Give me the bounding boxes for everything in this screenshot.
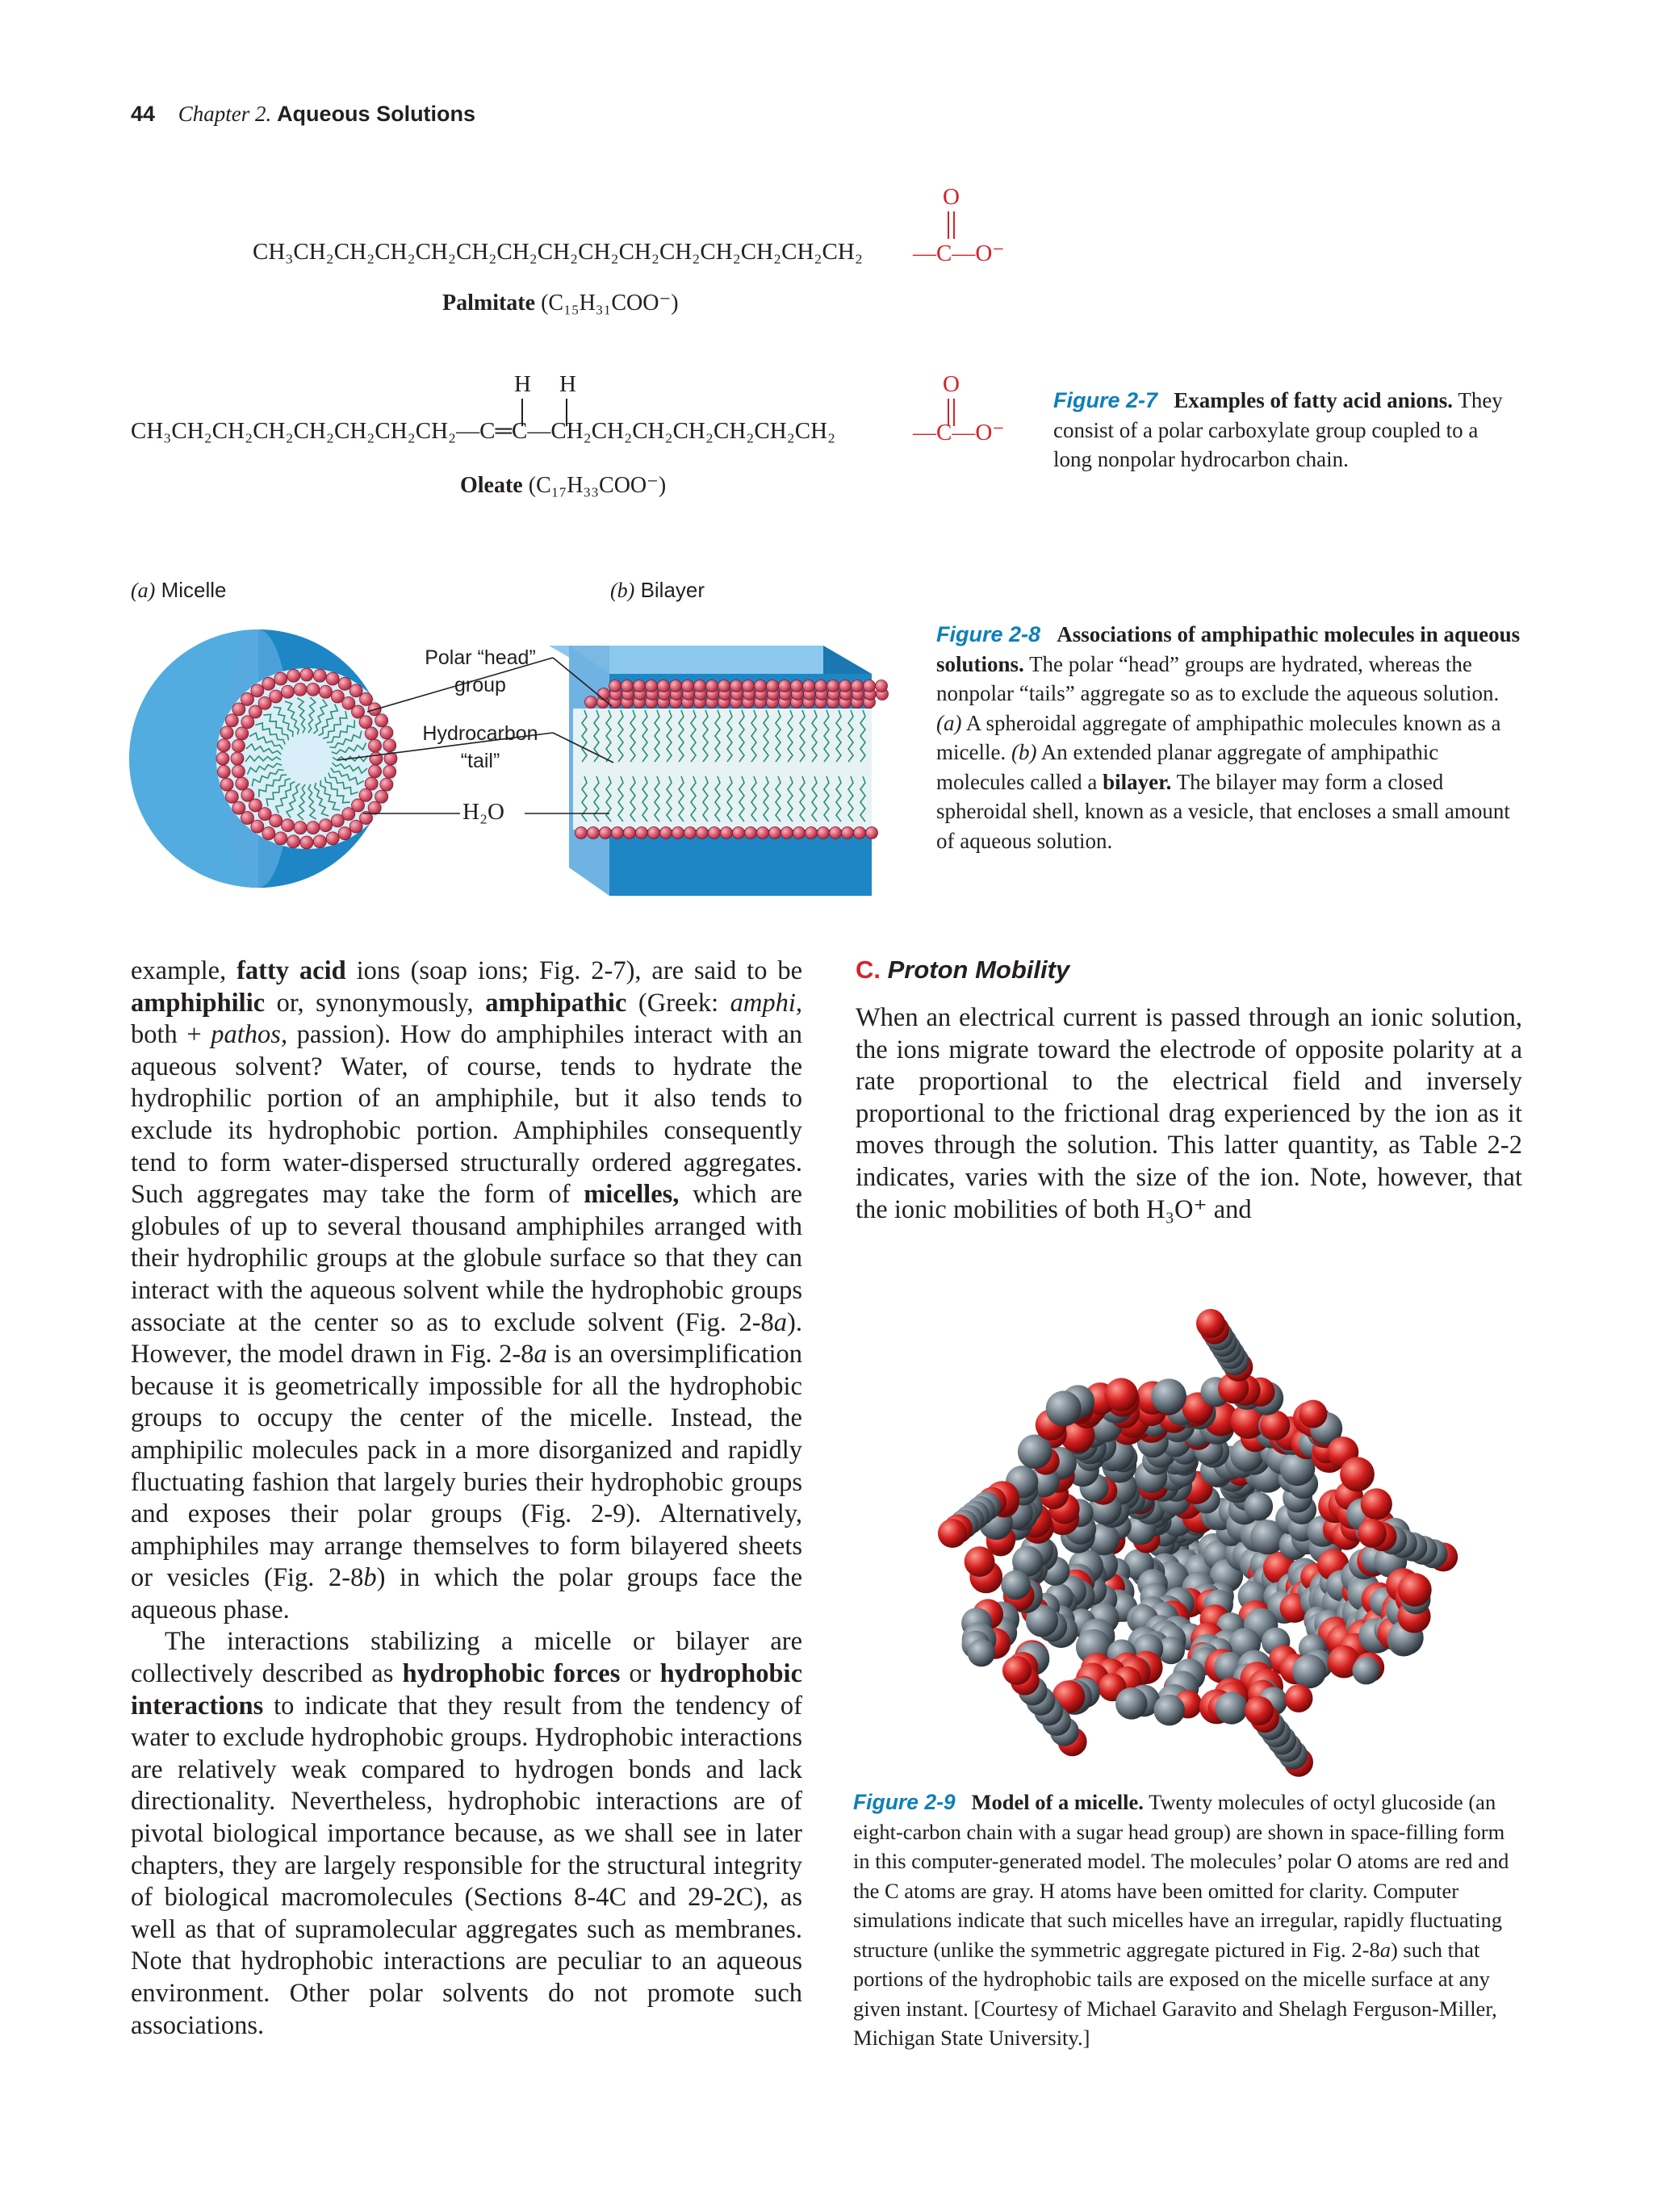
head-group [818, 827, 830, 839]
head-group [220, 726, 233, 739]
head-group [646, 680, 658, 692]
oxygen-atom [938, 1519, 967, 1548]
head-group [803, 680, 815, 692]
figure-2-8-bold: bilayer. [1103, 769, 1172, 794]
head-group [585, 696, 597, 709]
p1-segment: b [363, 1563, 377, 1593]
head-group [806, 827, 818, 839]
head-group [241, 788, 254, 801]
head-group [232, 739, 245, 752]
p1-segment: ). However, the model drawn in Fig. 2-8 [131, 1307, 802, 1369]
head-group [672, 827, 684, 839]
head-group [743, 680, 755, 692]
palmitate-carbonyl-o: O [943, 184, 960, 210]
head-group [338, 677, 351, 690]
oleate-h-left: H [514, 371, 531, 397]
head-group [300, 836, 313, 849]
head-group [217, 765, 230, 778]
head-group [313, 669, 326, 682]
p1-segment: passion). How do amphiphiles interact with an aqueous solvent? Water, of course, tends to hydrate the hydrophilic portion of an amphiphile, but it also tends to exclude its hydrophobic portion. Amphiphiles consequently tend to form water-dispersed structurally ordered aggregates. Such aggregates may take the form of [131, 1020, 802, 1210]
callout-polar-head [408, 644, 553, 699]
oleate-carbonyl-o: O [943, 371, 960, 397]
head-group [830, 827, 842, 839]
head-group [220, 778, 233, 791]
head-group [313, 835, 326, 848]
carbon-atom [968, 1639, 995, 1666]
micelle-atoms [938, 1309, 1458, 1777]
head-group [217, 739, 230, 752]
figure-2-8-caption [936, 620, 1521, 855]
head-group [236, 727, 249, 740]
carbon-atom [1151, 1378, 1186, 1414]
figure-2-8-title: Associations of amphipathic molecules in aqueous solutions. [936, 622, 1521, 676]
head-group [216, 752, 229, 765]
panel-a-label [131, 578, 226, 603]
callout-polar-head-line2: group [454, 674, 506, 696]
head-group [262, 677, 275, 690]
p1-segment: amphipathic [485, 988, 627, 1018]
head-group [791, 680, 803, 692]
p1-segment: is an oversimplification because it is geometrically impossible for all the hydrophobic groups to occupy the center of the micelle. Instead, the amphipilic molecules pack in a more disorganized and rapidly fluctuating fashion that largely buries their hydrophobic groups and exposes their polar groups (Fig. 2-9). Alternatively, amphiphiles may arrange themselves to form bilayered sheets or vesicles (Fig. 2-8 [131, 1340, 802, 1593]
head-group [225, 790, 238, 803]
head-group [854, 827, 866, 839]
head-group [331, 814, 344, 827]
head-group [365, 777, 378, 790]
head-group [839, 680, 852, 692]
head-group [307, 683, 320, 696]
figure-2-8-text-3: An extended planar aggregate of amphipathic molecules called a [936, 740, 1439, 794]
head-group [236, 777, 249, 790]
figure-2-8-text-2: A spheroidal aggregate of amphipathic molecules known as a micelle. [936, 710, 1501, 764]
panel-a-name: Micelle [161, 578, 227, 602]
head-group [876, 680, 888, 692]
head-group [598, 688, 610, 700]
p1-segment: pathos, [211, 1020, 288, 1050]
p1-segment: micelles, [584, 1180, 680, 1210]
figure-2-7-text: They consist of a polar carboxylate group coupled to a long nonpolar hydrocarbon chain. [1053, 388, 1503, 471]
p1-segment: fatty acid [236, 956, 346, 985]
figure-2-9-a: a [1379, 1937, 1391, 1962]
head-group [660, 827, 672, 839]
p1-segment: ) in which the polar groups face the aqueous phase. [131, 1563, 802, 1625]
head-group [730, 680, 743, 692]
head-group [609, 680, 621, 692]
figure-2-9-caption [853, 1788, 1523, 2053]
head-group [294, 683, 307, 696]
palmitate-formula: (C₁₅H₃₁COO⁻) [541, 291, 679, 316]
figure-2-8-b: (b) [1011, 740, 1037, 764]
palmitate-label [442, 289, 679, 316]
oxygen-atom [1105, 1378, 1138, 1411]
head-group [383, 765, 396, 778]
section-c-heading [856, 955, 1069, 985]
head-group [262, 827, 275, 840]
head-group [694, 680, 706, 692]
carbon-atom [1292, 1654, 1326, 1688]
head-group [349, 684, 362, 697]
head-group [231, 752, 244, 765]
figure-2-9-text-2: ) such that portions of the hydrophobic tails are exposed on the micelle surface at any given instant. [Courtesy of Michael Garavito and Shelagh Ferguson-Miller, Michigan State University.] [853, 1937, 1497, 2050]
head-group [359, 716, 372, 729]
head-group [274, 672, 287, 685]
callout-tail-line2: “tail” [460, 750, 500, 772]
head-group [769, 827, 781, 839]
head-group [588, 827, 600, 839]
head-group [300, 668, 313, 681]
callout-water: H₂O [462, 799, 504, 825]
section-c-text [856, 1002, 1522, 1226]
oxygen-atom [1245, 1696, 1274, 1725]
carbon-atom [1115, 1687, 1148, 1720]
p1-segment: example, [131, 956, 237, 985]
head-group [575, 827, 588, 839]
head-group [338, 827, 351, 840]
p2-segment: hydrophobic interactions [131, 1659, 802, 1721]
p1-segment: ions (soap ions; Fig. 2-7), are said to be [345, 956, 802, 985]
figure-2-7-title: Examples of fatty acid anions. [1174, 388, 1454, 412]
figure-2-9-label: Figure 2-9 [853, 1790, 956, 1814]
carbon-atom [1001, 1570, 1031, 1600]
figure-2-8-label: Figure 2-8 [936, 622, 1041, 646]
head-group [307, 822, 320, 834]
micelle-core [289, 741, 324, 776]
oxygen-atom [1340, 1457, 1375, 1491]
p1-segment: amphiphilic [131, 988, 266, 1018]
head-group [767, 680, 779, 692]
oxygen-atom [1361, 1488, 1392, 1520]
palmitate-carboxyl: —C—O⁻ [913, 240, 1005, 266]
page-number: 44 [131, 102, 156, 126]
head-group [600, 827, 612, 839]
head-group [864, 680, 876, 692]
p1-segment: or, synonymously, [265, 988, 486, 1018]
head-group [225, 714, 238, 727]
chapter-title: Aqueous Solutions [277, 102, 476, 126]
p1-segment: a [773, 1307, 788, 1337]
head-group [383, 739, 396, 752]
p2-segment: The interactions stabilizing a micelle or bilayer are collectively described as [131, 1627, 802, 1689]
oxygen-atom [1299, 1400, 1327, 1428]
micelle-diagram [129, 629, 397, 888]
head-group [781, 827, 793, 839]
head-group [232, 801, 245, 814]
p2-segment: to indicate that they result from the tendency of water to exclude hydrophobic groups. Hydrophobic interactions are relatively weak compared to hydrogen bonds and lack directionality. Nevertheless, hydrophobic interactions are of pivotal biological importance because, as we shall see in later chapters, they are largely responsible for the structural integrity of biological macromolecules (Sections 8-4C and 29-2C), as well as that of supramolecular aggregates such as membranes. Note that hydrophobic interactions are peculiar to an aqueous environment. Other polar solvents do not promote such associations. [131, 1691, 802, 2040]
left-column [131, 955, 802, 2042]
section-c-letter: C. [856, 955, 881, 984]
p1-segment: both + [131, 1020, 211, 1050]
head-group [241, 812, 253, 825]
carbon-atom [1046, 1390, 1082, 1426]
head-group [658, 680, 670, 692]
carbon-atom [1153, 1695, 1185, 1726]
head-group [369, 739, 382, 752]
head-group [369, 765, 382, 778]
head-group [684, 827, 697, 839]
head-group [624, 827, 636, 839]
head-group [682, 680, 694, 692]
figure-2-9-title: Model of a micelle. [971, 1790, 1144, 1814]
head-group [368, 801, 381, 814]
bilayer-diagram [549, 646, 889, 896]
head-group [733, 827, 745, 839]
head-group [251, 820, 264, 833]
oleate-carboxyl: —C—O⁻ [913, 420, 1005, 445]
oleate-name: Oleate [460, 473, 523, 498]
head-group [621, 680, 634, 692]
running-head [131, 102, 475, 127]
section-c-paragraph: When an electrical current is passed through an ionic solution, the ions migrate toward the electrode of opposite polarity at a rate proportional to the electrical field and inversely proportional to the frictional drag experienced by the ion as it moves through the solution. This latter quantity, as Table 2-2 indicates, varies with the size of the ion. Note, however, that the ionic mobilities of both H₃O⁺ and [856, 1003, 1522, 1224]
oxygen-atom [1196, 1309, 1225, 1338]
palmitate-name: Palmitate [442, 291, 536, 316]
head-group [232, 703, 245, 716]
head-group [718, 680, 730, 692]
panel-a-letter: (a) [131, 579, 156, 602]
carbon-atom [1244, 1492, 1273, 1521]
head-group [294, 822, 307, 834]
callout-hydrocarbon-tail [408, 720, 553, 775]
figure-2-9-text-1: Twenty molecules of octyl glucoside (an eight-carbon chain with a sugar head group) are shown in space-filling form in this computer-generated model. The molecules’ polar O atoms are red and the C atoms are gray. H atoms have been omitted for clarity. Computer simulations indicate that such micelles have an irregular, rapidly fluctuating structure (unlike the symmetric aggregate pictured in Fig. 2-8 [853, 1790, 1509, 1962]
carbon-atom [1352, 1657, 1379, 1684]
head-group [360, 692, 373, 705]
p1-segment: which are globules of up to several thousand amphiphiles arranged with their hydrophilic groups at the globule surface so that they can interact with the aqueous solvent while the hydrophobic groups associate at the center so as to exclude solvent (Fig. 2-8 [131, 1180, 802, 1337]
callout-polar-head-line1: Polar “head” [425, 646, 536, 669]
figure-2-7-caption [1053, 386, 1521, 475]
head-group [281, 685, 294, 698]
panel-b-name: Bilayer [640, 578, 705, 602]
palmitate-chain: CH₃CH₂CH₂CH₂CH₂CH₂CH₂CH₂CH₂CH₂CH₂CH₂CH₂CH₂CH₂ [253, 239, 863, 265]
oxygen-atom [1358, 1519, 1387, 1548]
figure-2-8-text-4: The bilayer may form a closed spheroidal shell, known as a vesicle, that encloses a small amount of aqueous solution. [936, 769, 1510, 853]
panel-b-label [610, 578, 705, 603]
head-group [375, 714, 388, 727]
head-group [349, 820, 362, 833]
head-group [287, 669, 300, 682]
head-group [326, 832, 339, 845]
p1-segment: amphi, [730, 988, 802, 1018]
head-group [745, 827, 757, 839]
oleate-h-right: H [559, 371, 576, 397]
carbon-atom [1216, 1691, 1248, 1724]
head-group [365, 727, 378, 740]
head-group [866, 827, 878, 839]
panel-b-letter: (b) [610, 579, 635, 602]
head-group [281, 819, 294, 832]
paragraph-1 [131, 955, 802, 1626]
head-group [793, 827, 806, 839]
head-group [270, 690, 282, 703]
head-group [287, 835, 300, 848]
paragraph-2 [131, 1626, 802, 2042]
head-group [709, 827, 721, 839]
head-group [721, 827, 733, 839]
head-group [757, 827, 769, 839]
head-group [634, 680, 646, 692]
oleate-label [460, 471, 666, 499]
head-group [670, 680, 682, 692]
p1-segment: a [534, 1340, 547, 1369]
p1-segment: (Greek: [626, 988, 730, 1018]
oxygen-atom [1285, 1684, 1313, 1712]
oxygen-atom [965, 1546, 995, 1577]
callout-tail-line1: Hydrocarbon [422, 722, 538, 745]
figure-2-7-label: Figure 2-7 [1053, 388, 1158, 412]
head-group [320, 819, 333, 832]
head-group [648, 827, 660, 839]
p2-segment: or [620, 1659, 660, 1689]
oleate-formula: (C₁₇H₃₃COO⁻) [528, 473, 667, 498]
palmitate-double-bond [946, 211, 957, 239]
head-group [380, 726, 393, 739]
figure-2-8-a: (a) [936, 710, 962, 735]
head-group [815, 680, 827, 692]
head-group [375, 790, 388, 803]
head-group [326, 672, 339, 685]
section-c-title: Proton Mobility [887, 955, 1070, 984]
oxygen-atom [1398, 1573, 1432, 1607]
p2-segment: hydrophobic forces [402, 1659, 621, 1689]
head-group [241, 692, 253, 705]
head-group [636, 827, 648, 839]
head-group [251, 684, 264, 697]
head-group [827, 680, 839, 692]
head-group [842, 827, 854, 839]
oxygen-atom [1002, 1656, 1032, 1685]
head-group [612, 827, 624, 839]
chapter-label: Chapter 2. [178, 102, 272, 126]
head-group [779, 680, 791, 692]
head-group [380, 778, 393, 791]
head-group [274, 832, 287, 845]
head-group [697, 827, 709, 839]
head-group [852, 680, 864, 692]
oleate-chain: CH₃CH₂CH₂CH₂CH₂CH₂CH₂CH₂—C═C—CH₂CH₂CH₂CH₂CH₂CH₂CH₂ [131, 418, 836, 444]
head-group [320, 685, 333, 698]
head-group [232, 765, 245, 778]
head-group [755, 680, 767, 692]
figure-2-9-micelle-model [920, 1291, 1469, 1783]
figure-2-8-text-1: The polar “head” groups are hydrated, whereas the nonpolar “tails” aggregate so as to exclude the aqueous solution. [936, 651, 1500, 705]
head-group [706, 680, 718, 692]
